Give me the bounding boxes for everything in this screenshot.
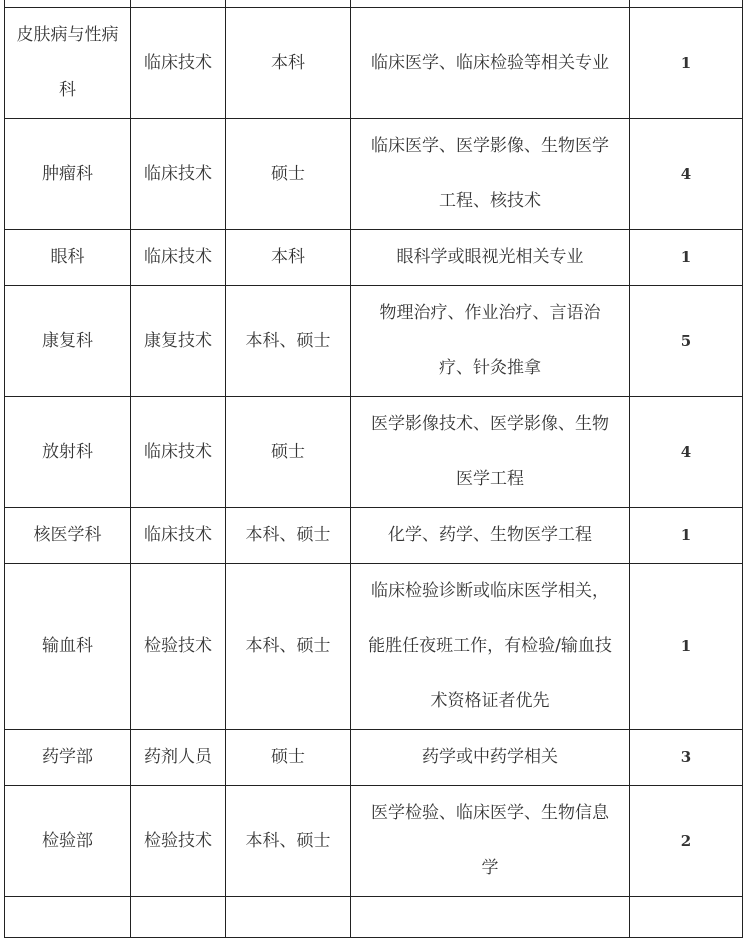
category-cell: 临床技术 bbox=[131, 8, 226, 119]
category-cell: 药剂人员 bbox=[131, 730, 226, 786]
category-cell: 临床技术 bbox=[131, 508, 226, 564]
category-cell: 临床技术 bbox=[131, 397, 226, 508]
category-cell: 康复技术 bbox=[131, 286, 226, 397]
count-cell: 2 bbox=[630, 786, 743, 897]
table-row-continued bbox=[5, 0, 743, 8]
major-cell: 医学影像技术、医学影像、生物医学工程 bbox=[351, 397, 630, 508]
table-row bbox=[5, 397, 743, 508]
degree-cell: 本科、硕士 bbox=[226, 286, 351, 397]
dept-cell: 皮肤病与性病科 bbox=[5, 8, 131, 119]
recruitment-table bbox=[4, 0, 743, 938]
dept-cell: 放射科 bbox=[5, 397, 131, 508]
table-row bbox=[5, 119, 743, 230]
degree-cell: 本科、硕士 bbox=[226, 786, 351, 897]
table-row bbox=[5, 730, 743, 786]
major-cell: 化学、药学、生物医学工程 bbox=[351, 508, 630, 564]
degree-cell: 本科 bbox=[226, 8, 351, 119]
count-cell: 1 bbox=[630, 230, 743, 286]
degree-cell: 本科 bbox=[226, 230, 351, 286]
degree-cell: 硕士 bbox=[226, 730, 351, 786]
major-cell: 眼科学或眼视光相关专业 bbox=[351, 230, 630, 286]
dept-cell: 眼科 bbox=[5, 230, 131, 286]
degree-cell: 本科、硕士 bbox=[226, 508, 351, 564]
table-row bbox=[5, 508, 743, 564]
major-cell: 药学或中药学相关 bbox=[351, 730, 630, 786]
count-cell: 1 bbox=[630, 508, 743, 564]
major-cell: 医学检验、临床医学、生物信息学 bbox=[351, 786, 630, 897]
table-row bbox=[5, 786, 743, 897]
category-cell: 临床技术 bbox=[131, 119, 226, 230]
degree-cell: 本科、硕士 bbox=[226, 564, 351, 730]
dept-cell: 肿瘤科 bbox=[5, 119, 131, 230]
dept-cell: 输血科 bbox=[5, 564, 131, 730]
dept-cell: 核医学科 bbox=[5, 508, 131, 564]
category-cell: 检验技术 bbox=[131, 786, 226, 897]
count-cell: 3 bbox=[630, 730, 743, 786]
table-row bbox=[5, 286, 743, 397]
degree-cell: 硕士 bbox=[226, 397, 351, 508]
count-cell: 1 bbox=[630, 8, 743, 119]
major-cell: 临床医学、医学影像、生物医学工程、核技术 bbox=[351, 119, 630, 230]
major-cell: 临床检验诊断或临床医学相关，能胜任夜班工作，有检验/输血技术资格证者优先 bbox=[351, 564, 630, 730]
category-cell: 检验技术 bbox=[131, 564, 226, 730]
dept-cell: 检验部 bbox=[5, 786, 131, 897]
major-cell: 物理治疗、作业治疗、言语治疗、针灸推拿 bbox=[351, 286, 630, 397]
count-cell: 4 bbox=[630, 119, 743, 230]
category-cell: 临床技术 bbox=[131, 230, 226, 286]
table-row-continued bbox=[5, 897, 743, 938]
table-row bbox=[5, 230, 743, 286]
count-cell: 1 bbox=[630, 564, 743, 730]
count-cell: 5 bbox=[630, 286, 743, 397]
table-row bbox=[5, 564, 743, 730]
dept-cell: 康复科 bbox=[5, 286, 131, 397]
dept-cell: 药学部 bbox=[5, 730, 131, 786]
major-cell: 临床医学、临床检验等相关专业 bbox=[351, 8, 630, 119]
count-cell: 4 bbox=[630, 397, 743, 508]
table-row bbox=[5, 8, 743, 119]
degree-cell: 硕士 bbox=[226, 119, 351, 230]
